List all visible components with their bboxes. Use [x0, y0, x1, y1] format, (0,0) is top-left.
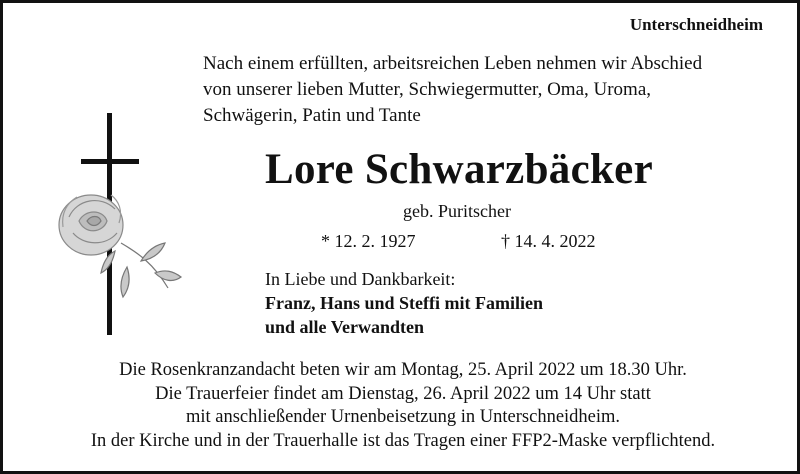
intro-text	[203, 51, 783, 129]
intro-line: Schwägerin, Patin und Tante	[203, 105, 421, 126]
cross-and-rose-emblem	[43, 113, 183, 343]
mourners-intro: In Liebe und Dankbarkeit:	[265, 269, 456, 289]
notice-line: Die Trauerfeier findet am Dienstag, 26. April 2022 um 14 Uhr statt	[155, 383, 651, 404]
rose-icon	[59, 195, 181, 297]
deceased-name: Lore Schwarzbäcker	[265, 146, 653, 193]
mourners-block	[265, 267, 543, 339]
death-date: † 14. 4. 2022	[501, 231, 596, 251]
notice-line: Die Rosenkranzandacht beten wir am Montag, 25. April 2022 um 18.30 Uhr.	[119, 360, 687, 380]
maiden-name: geb. Puritscher	[403, 201, 511, 221]
mourners-relatives: und alle Verwandten	[265, 317, 425, 337]
service-notices	[3, 359, 800, 453]
intro-line: Nach einem erfüllten, arbeitsreichen Leben nehmen wir Abschied	[203, 53, 703, 74]
notice-line: In der Kirche und in der Trauerhalle ist das Tragen einer FFP2-Maske verpflichtend.	[90, 430, 716, 451]
notice-line: mit anschließender Urnenbeisetzung in Unterschneidheim.	[185, 407, 621, 427]
location-label: Unterschneidheim	[629, 15, 763, 34]
birth-date: * 12. 2. 1927	[321, 231, 416, 251]
intro-line: von unserer lieben Mutter, Schwiegermutter, Oma, Uroma,	[203, 79, 652, 100]
mourners-family: Franz, Hans und Steffi mit Familien	[265, 293, 543, 313]
